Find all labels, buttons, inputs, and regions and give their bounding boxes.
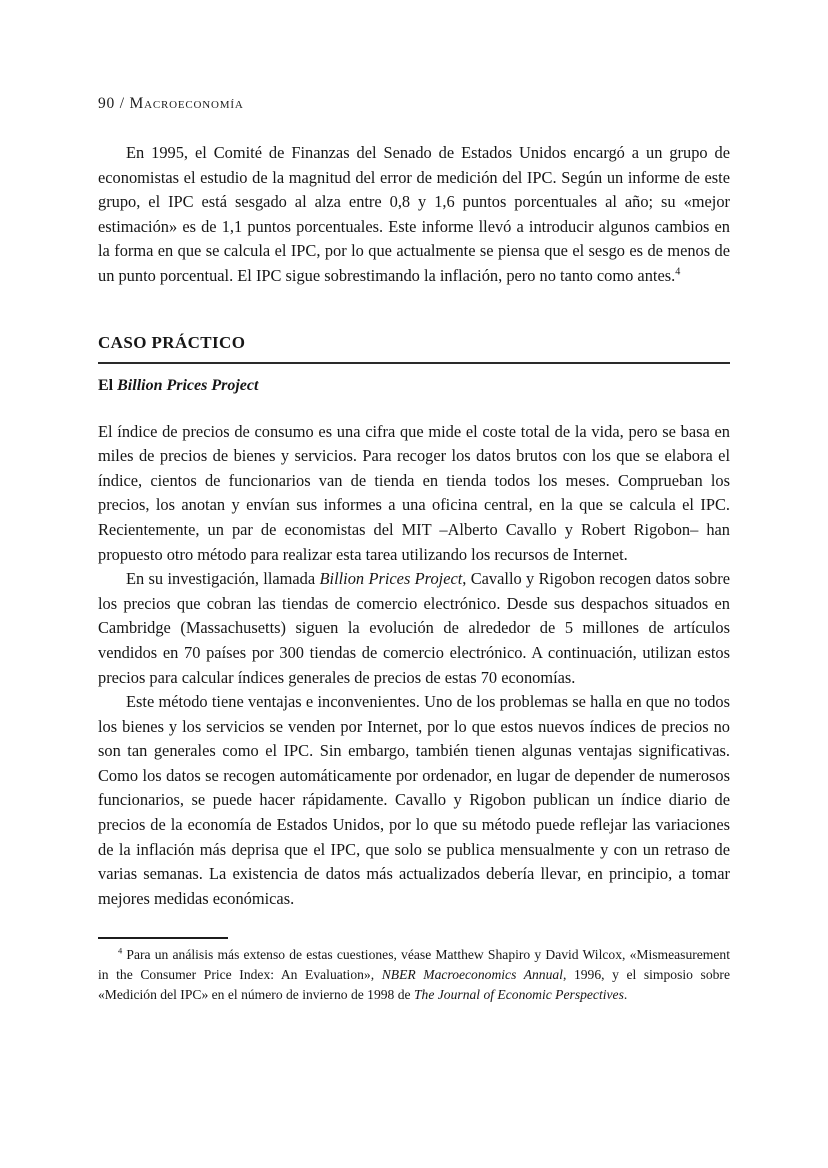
paragraph: En su investigación, llamada Billion Prices Project, Cavallo y Rigobon recogen datos sobre los precios que cobran las tiendas de comercio electrónico. Desde sus despachos situados en Cambridge (Massachusetts) siguen la evolución de alrededor de 5 millones de artículos vendidos en 70 países por 300 tiendas de comercio electrónico. A continuación, utilizan estos precios para calcular índices generales de precios de estas 70 economías. [98,569,731,687]
page-number-and-book-title: 90 / Macroeconomía [98,95,244,112]
paragraph: Este método tiene ventajas e inconvenientes. Uno de los problemas se halla en que no todos los bienes y los servicios se venden por Internet, por lo que estos nuevos índices de precios no son tan generales como el IPC. Sin embargo, también tienen algunas ventajas significativas. Como los datos se recogen automáticamente por ordenador, en lugar de depender de numerosos funcionarios, se puede hacer rápidamente. Cavallo y Rigobon publican un índice diario de precios de la economía de Estados Unidos, por lo que su método puede reflejar las variaciones de la inflación más deprisa que el IPC, que solo se publica mensualmente y con un retraso de varias semanas. La existencia de datos más actualizados debería llevar, en principio, a tomar mejores medidas económicas. [98,692,730,908]
footnote-text: $^4$ Para un análisis más extenso de estas cuestiones, véase Matthew Shapiro y David Wilcox, «Mismeasurement in the Consumer Price Index: An Evaluation», NBER Macroeconomics Annual, 1996, y el simposio sobre «Medición del IPC» en el número de invierno de 1998 de The Journal of Economic Perspectives. [98,945,730,1002]
footnote-block [98,937,730,1004]
paragraph: El índice de precios de consumo es una cifra que mide el coste total de la vida, pero se basa en miles de precios de bienes y servicios. Para recoger los datos brutos con los que se elabora el índice, cientos de funcionarios van de tienda en tienda todos los meses. Comprueban los precios, los anotan y envían sus informes a una oficina central, en la que se calcula el IPC. Recientemente, un par de economistas del MIT –Alberto Cavallo y Robert Rigobon– han propuesto otro método para realizar esta tarea utilizando los recursos de Internet. [98,421,730,564]
case-study-body [98,420,730,912]
case-study-heading: CASO PRÁCTICO [98,333,730,364]
case-study-subtitle: El Billion Prices Project [98,376,259,394]
intro-paragraph: En 1995, el Comité de Finanzas del Senado de Estados Unidos encargó a un grupo de economistas el estudio de la magnitud del error de medición del IPC. Según un informe de este grupo, el IPC está sesgado al alza entre 0,8 y 1,6 puntos porcentuales al año; su «mejor estimación» es de 1,1 puntos porcentuales. Este informe llevó a introducir algunos cambios en la forma en que se calcula el IPC, por lo que actualmente se piensa que el sesgo es de menos de un punto porcentual. El IPC sigue sobrestimando la inflación, pero no tanto como antes.$^4$ [98,143,730,285]
running-header [98,95,730,113]
footnote-separator-rule [98,937,228,939]
